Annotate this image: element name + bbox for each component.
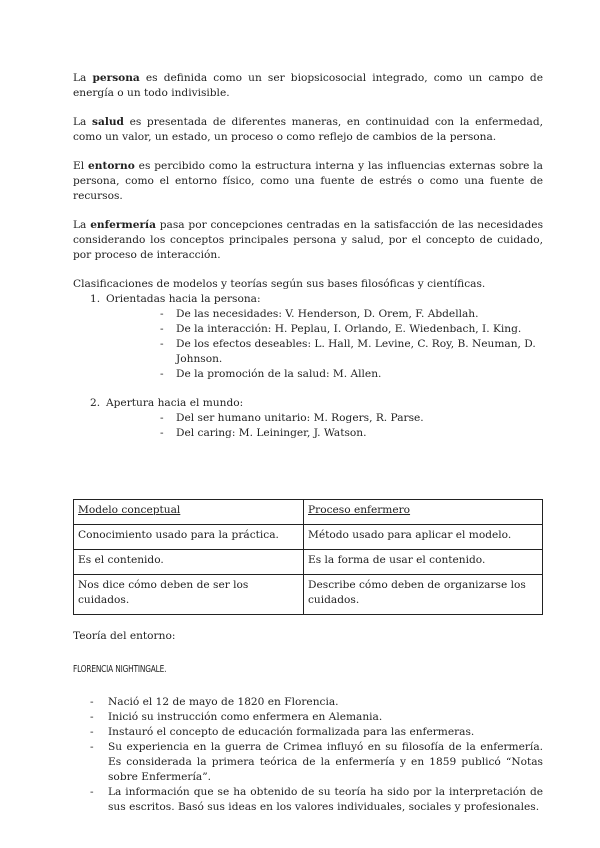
comparison-table (73, 499, 543, 615)
list-item: - Su experiencia en la guerra de Crimea influyó en su filosofía de la enfermería. Es considerada la primera teórica de la enfermería y en 1859 publicó “Notas sobre Enfermería”. (90, 741, 543, 783)
group-label: Apertura hacia el mundo: (106, 397, 244, 409)
theory-label: Teoría del entorno: (73, 630, 176, 642)
table-row (74, 525, 543, 550)
document-page (73, 71, 543, 815)
list-item: - De las necesidades: V. Henderson, D. Orem, F. Abdellah. (160, 308, 479, 320)
list-item: - Del ser humano unitario: M. Rogers, R. Parse. (160, 412, 424, 424)
table-header-cell: Modelo conceptual (74, 500, 304, 525)
term-enfermeria: enfermería (90, 219, 156, 231)
bio-list (73, 695, 543, 815)
term-entorno: entorno (88, 160, 135, 172)
term-salud: salud (91, 116, 124, 128)
table-header-row (74, 500, 543, 525)
classification-list (73, 292, 543, 441)
table-cell: Método usado para aplicar el modelo. (304, 525, 543, 550)
list-item: - La información que se ha obtenido de su teoría ha sido por la interpretación de sus escritos. Basó sus ideas en los valores individuales, sociales y profesionales. (90, 786, 543, 813)
table-cell: Conocimiento usado para la práctica. (74, 525, 304, 550)
term-persona: persona (92, 72, 140, 84)
list-item: - De los efectos deseables: L. Hall, M. Levine, C. Roy, B. Neuman, D. Johnson. (160, 338, 536, 365)
classification-title: Clasificaciones de modelos y teorías según sus bases filosóficas y científicas. (73, 278, 486, 290)
list-item: - Nació el 12 de mayo de 1820 en Florencia. (90, 696, 339, 708)
paragraph-enfermeria: La enfermería pasa por concepciones centradas en la satisfacción de las necesidades considerando los conceptos principales persona y salud, por el concepto de cuidado, por proceso de interacción. (73, 219, 544, 261)
list-item: - Del caring: M. Leininger, J. Watson. (160, 427, 367, 439)
list-item: - De la interacción: H. Peplau, I. Orlando, E. Wiedenbach, I. King. (160, 323, 522, 335)
paragraph-entorno: El entorno es percibido como la estructura interna y las influencias externas sobre la persona, como el entorno físico, como una fuente de estrés o como una fuente de recursos. (73, 160, 543, 202)
list-item: - Instauró el concepto de educación formalizada para las enfermeras. (90, 726, 475, 738)
table-cell: Es el contenido. (74, 550, 304, 575)
paragraph-persona: La persona es definida como un ser biopsicosocial integrado, como un campo de energía o un todo indivisible. (73, 72, 543, 99)
table-row (74, 575, 543, 615)
table-cell: Nos dice cómo deben de ser los cuidados. (74, 575, 304, 615)
table-row (74, 550, 543, 575)
list-item: 2. Apertura hacia el mundo: - Del ser humano unitario: M. Rogers, R. Parse. - Del caring: M. Leininger, J. Watson. (73, 396, 543, 441)
table-header-cell: Proceso enfermero (304, 500, 543, 525)
section-title: FLORENCIA NIGHTINGALE. (73, 664, 167, 675)
paragraph-salud: La salud es presentada de diferentes maneras, en continuidad con la enfermedad, como un valor, un estado, un proceso o como reflejo de cambios de la persona. (73, 116, 543, 143)
list-item: - De la promoción de la salud: M. Allen. (160, 368, 382, 380)
table-cell: Describe cómo deben de organizarse los cuidados. (304, 575, 543, 615)
list-item: - Inició su instrucción como enfermera en Alemania. (90, 711, 383, 723)
list-item: 1. Orientadas hacia la persona: - De las necesidades: V. Henderson, D. Orem, F. Abdellah. - De la interacción: H. Peplau, I. Orlando, E. Wiedenbach, I. King. - De los efectos deseables: L. Hall, M. Levine, C. Roy, B. Neuman, D. Johnson. - De la promoción de la salud: M. Allen. (73, 292, 543, 382)
table-cell: Es la forma de usar el contenido. (304, 550, 543, 575)
group-label: Orientadas hacia la persona: (106, 293, 261, 305)
